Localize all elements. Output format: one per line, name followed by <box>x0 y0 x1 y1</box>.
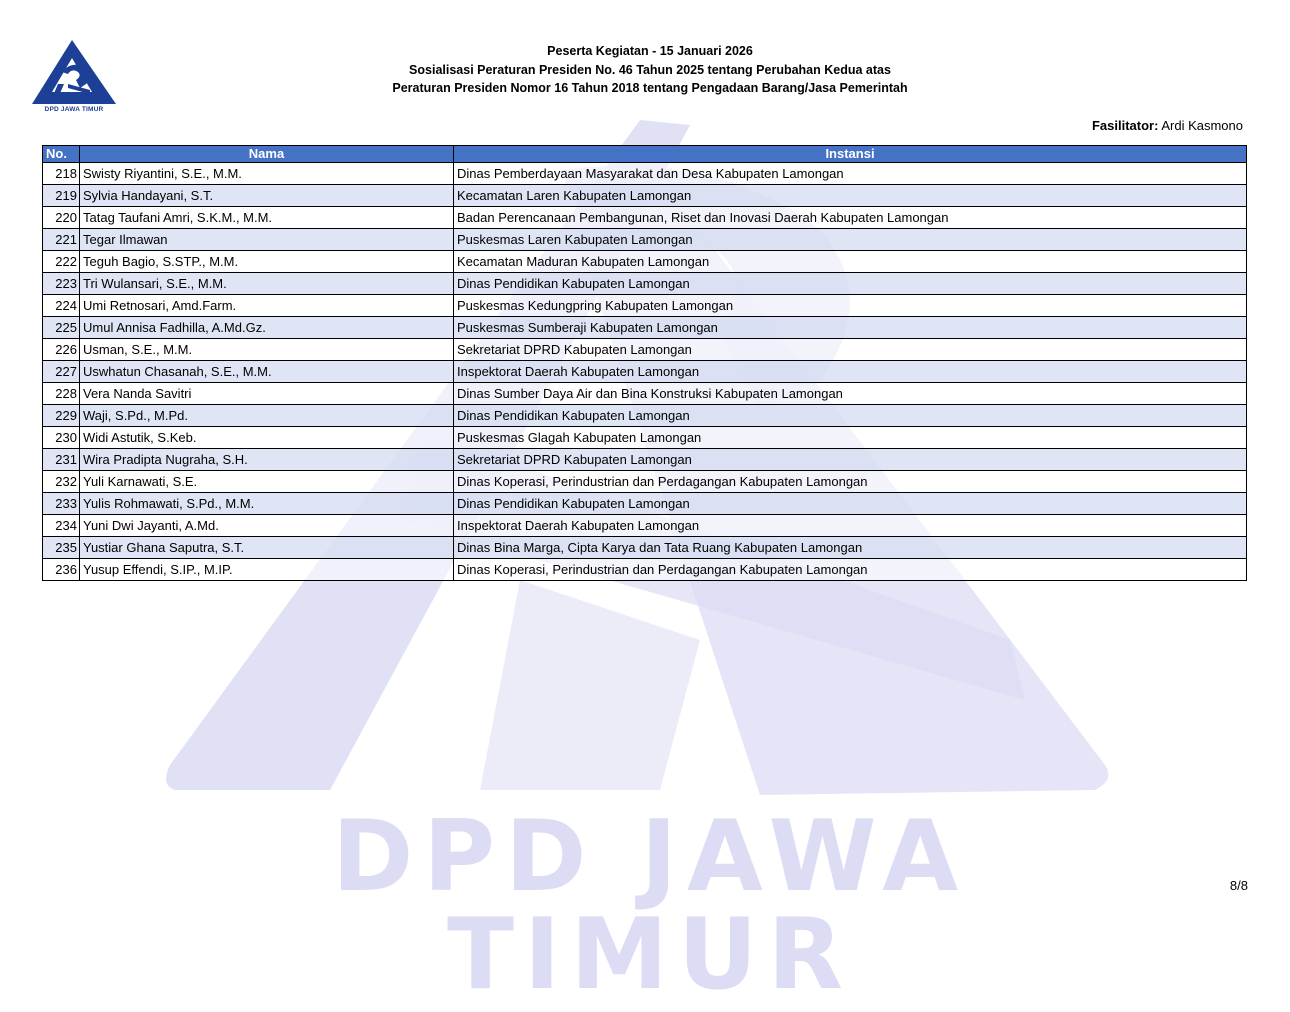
cell-instansi: Kecamatan Maduran Kabupaten Lamongan <box>454 251 1247 273</box>
logo-text: DPD JAWA TIMUR <box>44 106 104 113</box>
cell-instansi: Sekretariat DPRD Kabupaten Lamongan <box>454 339 1247 361</box>
table-row <box>43 361 1247 383</box>
watermark-text: DPD JAWA TIMUR <box>331 800 969 1012</box>
column-header-nama: Nama <box>80 146 454 163</box>
table-row <box>43 207 1247 229</box>
cell-nama: Tegar Ilmawan <box>80 229 454 251</box>
page-number: 8/8 <box>1229 878 1248 893</box>
cell-no: 230 <box>43 427 80 449</box>
cell-instansi: Dinas Pendidikan Kabupaten Lamongan <box>454 405 1247 427</box>
cell-no: 227 <box>43 361 80 383</box>
cell-no: 220 <box>43 207 80 229</box>
cell-instansi: Dinas Sumber Daya Air dan Bina Konstruksi Kabupaten Lamongan <box>454 383 1247 405</box>
cell-instansi: Badan Perencanaan Pembangunan, Riset dan Inovasi Daerah Kabupaten Lamongan <box>454 207 1247 229</box>
cell-nama: Yuni Dwi Jayanti, A.Md. <box>80 515 454 537</box>
cell-nama: Tri Wulansari, S.E., M.M. <box>80 273 454 295</box>
cell-nama: Widi Astutik, S.Keb. <box>80 427 454 449</box>
document-title <box>200 42 1100 98</box>
facilitator <box>1092 118 1243 133</box>
table-row <box>43 251 1247 273</box>
cell-instansi: Dinas Pendidikan Kabupaten Lamongan <box>454 493 1247 515</box>
cell-no: 221 <box>43 229 80 251</box>
cell-nama: Umul Annisa Fadhilla, A.Md.Gz. <box>80 317 454 339</box>
cell-nama: Umi Retnosari, Amd.Farm. <box>80 295 454 317</box>
cell-no: 225 <box>43 317 80 339</box>
cell-instansi: Puskesmas Sumberaji Kabupaten Lamongan <box>454 317 1247 339</box>
table-row <box>43 559 1247 581</box>
table-row <box>43 405 1247 427</box>
cell-no: 233 <box>43 493 80 515</box>
table-row <box>43 383 1247 405</box>
cell-instansi: Sekretariat DPRD Kabupaten Lamongan <box>454 449 1247 471</box>
table-row <box>43 317 1247 339</box>
table-row <box>43 471 1247 493</box>
facilitator-name: Ardi Kasmono <box>1161 118 1243 133</box>
cell-instansi: Dinas Koperasi, Perindustrian dan Perdagangan Kabupaten Lamongan <box>454 471 1247 493</box>
table-header-row <box>43 146 1247 163</box>
cell-instansi: Inspektorat Daerah Kabupaten Lamongan <box>454 361 1247 383</box>
cell-no: 219 <box>43 185 80 207</box>
cell-instansi: Dinas Pemberdayaan Masyarakat dan Desa Kabupaten Lamongan <box>454 163 1247 185</box>
column-header-instansi: Instansi <box>454 146 1247 163</box>
cell-nama: Swisty Riyantini, S.E., M.M. <box>80 163 454 185</box>
table-row <box>43 229 1247 251</box>
cell-nama: Teguh Bagio, S.STP., M.M. <box>80 251 454 273</box>
column-header-no: No. <box>43 146 80 163</box>
participant-table <box>42 145 1247 581</box>
cell-nama: Uswhatun Chasanah, S.E., M.M. <box>80 361 454 383</box>
cell-no: 224 <box>43 295 80 317</box>
cell-nama: Yuli Karnawati, S.E. <box>80 471 454 493</box>
cell-no: 236 <box>43 559 80 581</box>
cell-instansi: Inspektorat Daerah Kabupaten Lamongan <box>454 515 1247 537</box>
cell-nama: Wira Pradipta Nugraha, S.H. <box>80 449 454 471</box>
cell-no: 228 <box>43 383 80 405</box>
table-row <box>43 493 1247 515</box>
cell-nama: Yustiar Ghana Saputra, S.T. <box>80 537 454 559</box>
table-row <box>43 537 1247 559</box>
table-row <box>43 449 1247 471</box>
cell-no: 234 <box>43 515 80 537</box>
cell-no: 229 <box>43 405 80 427</box>
cell-instansi: Puskesmas Laren Kabupaten Lamongan <box>454 229 1247 251</box>
cell-no: 231 <box>43 449 80 471</box>
cell-no: 222 <box>43 251 80 273</box>
cell-no: 218 <box>43 163 80 185</box>
table-body <box>43 163 1247 581</box>
cell-no: 235 <box>43 537 80 559</box>
title-line-2: Sosialisasi Peraturan Presiden No. 46 Tahun 2025 tentang Perubahan Kedua atas <box>409 62 891 77</box>
table-row <box>43 515 1247 537</box>
cell-no: 223 <box>43 273 80 295</box>
title-line-1: Peserta Kegiatan - 15 Januari 2026 <box>547 44 753 58</box>
table-row <box>43 339 1247 361</box>
cell-nama: Usman, S.E., M.M. <box>80 339 454 361</box>
cell-nama: Waji, S.Pd., M.Pd. <box>80 405 454 427</box>
table-row <box>43 427 1247 449</box>
cell-nama: Sylvia Handayani, S.T. <box>80 185 454 207</box>
table-row <box>43 295 1247 317</box>
cell-no: 226 <box>43 339 80 361</box>
title-line-3: Peraturan Presiden Nomor 16 Tahun 2018 tentang Pengadaan Barang/Jasa Pemerintah <box>392 81 908 95</box>
table-row <box>43 185 1247 207</box>
table-row <box>43 273 1247 295</box>
cell-nama: Tatag Taufani Amri, S.K.M., M.M. <box>80 207 454 229</box>
cell-instansi: Puskesmas Kedungpring Kabupaten Lamongan <box>454 295 1247 317</box>
cell-nama: Vera Nanda Savitri <box>80 383 454 405</box>
table-row <box>43 163 1247 185</box>
cell-instansi: Dinas Bina Marga, Cipta Karya dan Tata Ruang Kabupaten Lamongan <box>454 537 1247 559</box>
cell-instansi: Dinas Koperasi, Perindustrian dan Perdagangan Kabupaten Lamongan <box>454 559 1247 581</box>
facilitator-label: Fasilitator: <box>1091 118 1159 133</box>
cell-nama: Yusup Effendi, S.IP., M.IP. <box>80 559 454 581</box>
cell-no: 232 <box>43 471 80 493</box>
cell-instansi: Dinas Pendidikan Kabupaten Lamongan <box>454 273 1247 295</box>
cell-nama: Yulis Rohmawati, S.Pd., M.M. <box>80 493 454 515</box>
cell-instansi: Puskesmas Glagah Kabupaten Lamongan <box>454 427 1247 449</box>
cell-instansi: Kecamatan Laren Kabupaten Lamongan <box>454 185 1247 207</box>
